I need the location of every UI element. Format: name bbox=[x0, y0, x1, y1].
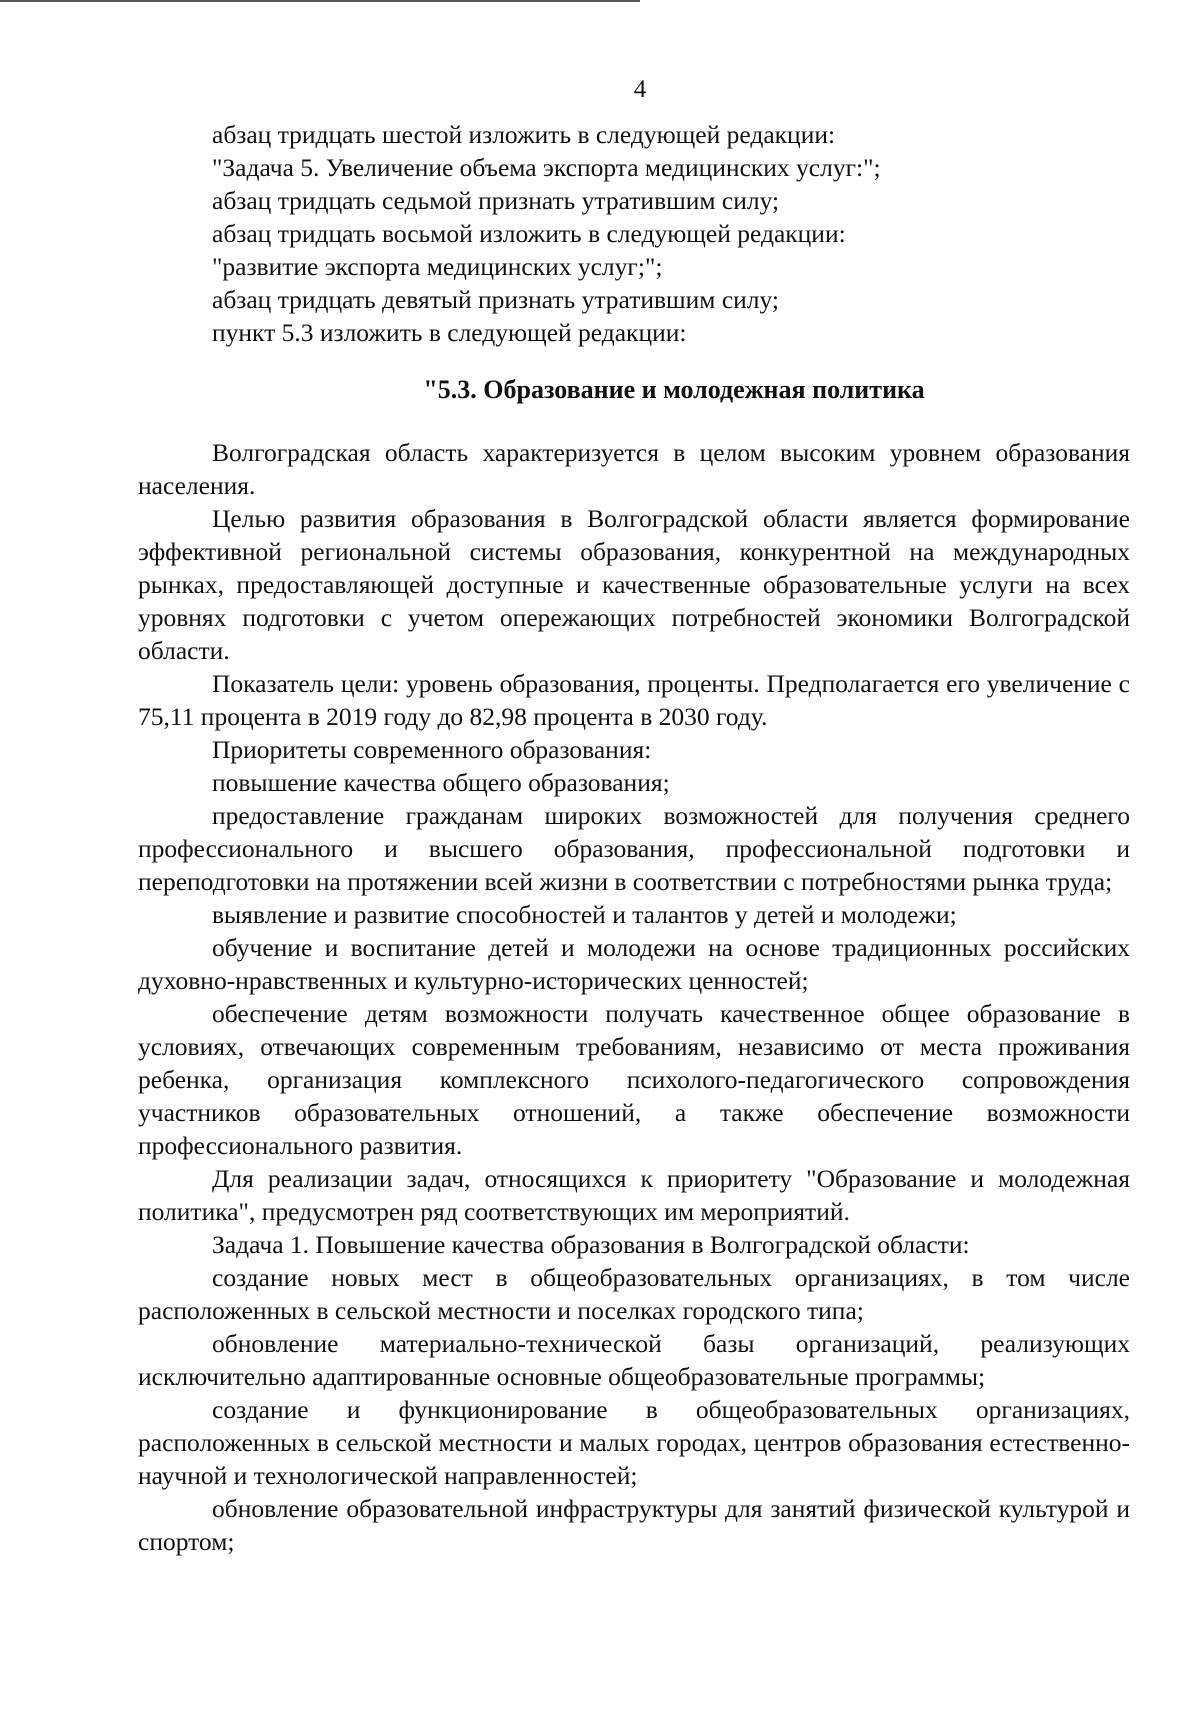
body-paragraph: обновление материально-технической базы организаций, реализующих исключительно адаптированные основные общеобразовательные программы; bbox=[138, 1329, 1130, 1391]
body-paragraph: обновление образовательной инфраструктуры для занятий физической культурой и спортом; bbox=[138, 1494, 1130, 1556]
section-heading: "5.3. Образование и молодежная политика bbox=[423, 375, 925, 404]
body-paragraph: создание новых мест в общеобразовательных организациях, в том числе расположенных в сельской местности и поселках городского типа; bbox=[138, 1263, 1130, 1325]
page-number: 4 bbox=[633, 76, 647, 103]
amendment-paragraph: абзац тридцать шестой изложить в следующей редакции: bbox=[212, 120, 836, 149]
amendment-paragraph: абзац тридцать девятый признать утратившим силу; bbox=[212, 285, 780, 314]
amendment-paragraph: пункт 5.3 изложить в следующей редакции: bbox=[212, 318, 687, 347]
top-scan-edge bbox=[0, 0, 640, 2]
amendment-paragraph: абзац тридцать седьмой признать утратившим силу; bbox=[212, 186, 780, 215]
body-paragraph: создание и функционирование в общеобразовательных организациях, расположенных в сельской местности и малых городах, центров образования естественно-научной и технологической направленностей; bbox=[138, 1395, 1130, 1490]
body-paragraph: Волгоградская область характеризуется в целом высоким уровнем образования населения. bbox=[138, 438, 1130, 500]
body-paragraph: повышение качества общего образования; bbox=[212, 768, 670, 797]
body-paragraph: Задача 1. Повышение качества образования в Волгоградской области: bbox=[212, 1230, 970, 1259]
body-paragraph: Показатель цели: уровень образования, проценты. Предполагается его увеличение с 75,11 процента в 2019 году до 82,98 процента в 2030 году. bbox=[138, 669, 1130, 731]
amendment-paragraph: "Задача 5. Увеличение объема экспорта медицинских услуг:"; bbox=[212, 153, 881, 182]
body-paragraph: Приоритеты современного образования: bbox=[212, 735, 652, 764]
body-paragraph: предоставление гражданам широких возможностей для получения среднего профессионального и высшего образования, профессиональной подготовки и переподготовки на протяжении всей жизни в соответствии с потребностями рынка труда; bbox=[138, 801, 1130, 896]
body-paragraph: обучение и воспитание детей и молодежи на основе традиционных российских духовно-нравственных и культурно-исторических ценностей; bbox=[138, 933, 1130, 995]
amendment-paragraph: абзац тридцать восьмой изложить в следующей редакции: bbox=[212, 219, 846, 248]
body-paragraph: обеспечение детям возможности получать качественное общее образование в условиях, отвечающих современным требованиям, независимо от места проживания ребенка, организация комплексного психолого-педагогического сопровождения участников образовательных отношений, а также обеспечение возможности профессионального развития. bbox=[138, 999, 1130, 1160]
body-paragraph: Для реализации задач, относящихся к приоритету "Образование и молодежная политика", предусмотрен ряд соответствующих им мероприятий. bbox=[138, 1164, 1130, 1226]
document-body bbox=[138, 118, 1130, 1558]
body-paragraph: Целью развития образования в Волгоградской области является формирование эффективной региональной системы образования, конкурентной на международных рынках, предоставляющей доступные и качественные образовательные услуги на всех уровнях подготовки с учетом опережающих потребностей экономики Волгоградской области. bbox=[138, 504, 1130, 665]
body-paragraph: выявление и развитие способностей и талантов у детей и молодежи; bbox=[212, 900, 957, 929]
amendment-paragraph: "развитие экспорта медицинских услуг;"; bbox=[212, 252, 663, 281]
